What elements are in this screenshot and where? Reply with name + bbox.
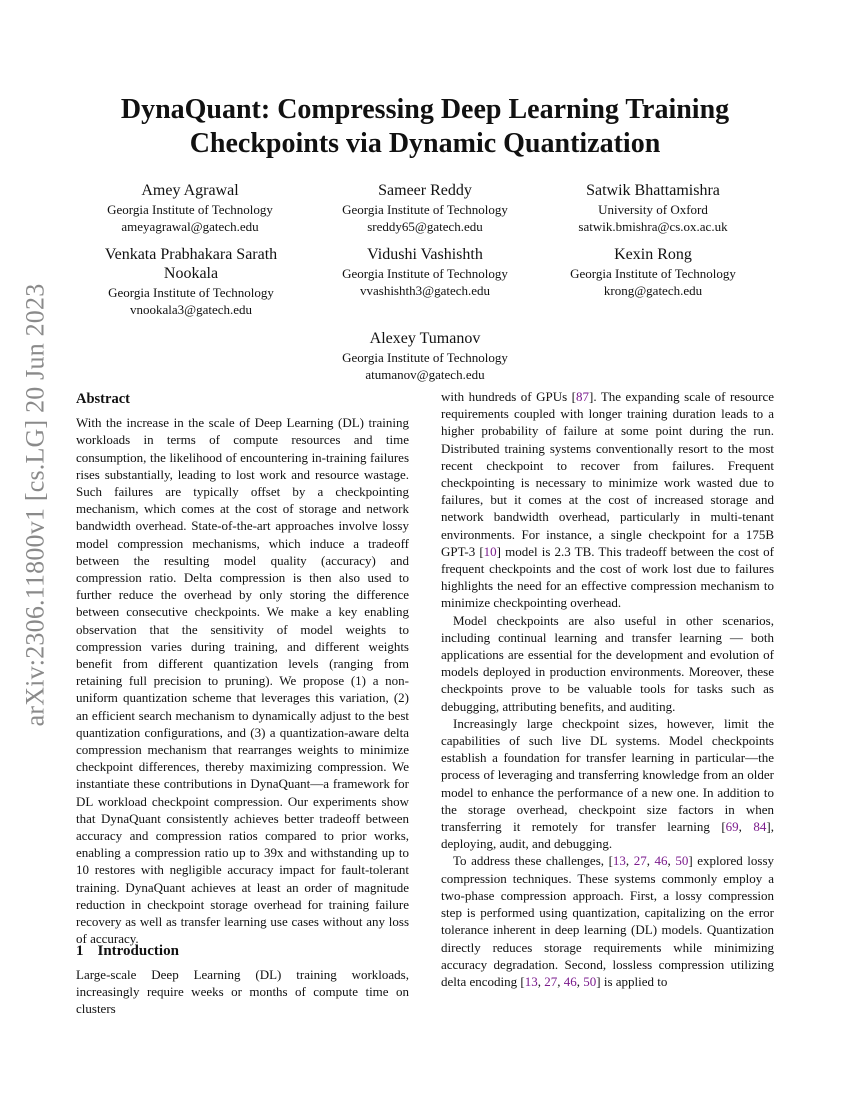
citation-link[interactable]: 69 (725, 819, 739, 835)
citation-link[interactable]: 46 (654, 853, 668, 869)
arxiv-identifier: arXiv:2306.11800v1 [cs.LG] 20 Jun 2023 (20, 283, 49, 727)
author-name: Amey Agrawal (141, 182, 239, 199)
citation-link[interactable]: 13 (524, 973, 538, 989)
author-email: vvashishth3@gatech.edu (359, 283, 491, 298)
author-affiliation: Georgia Institute of Technology (570, 266, 736, 281)
intro-paragraph-4: To address these challenges, [13, 27, 46, 50] explored lossy compression techniques. These systems commonly employ a two-phase compression approach. First, a lossy compression step is performed using quantization, capitalizing on the error tolerance inherent in deep learning (DL) models. Quantization directly reduces storage requirements while minimizing accuracy degradation. Second, lossless compression utilizing delta encoding [13, 27, 46, 50] is applied to (441, 853, 774, 989)
author-block (80, 181, 300, 235)
author-block (80, 245, 302, 318)
author-block (543, 181, 763, 235)
citation-link[interactable]: 46 (563, 973, 577, 989)
intro-paragraph-1-cont: with hundreds of GPUs [87]. The expanding scale of resource requirements coupled with longer training duration leads to a higher probability of failure at some point during the run. Distributed training systems conventionally resort to the most recent checkpoint to recover from failures. Frequent checkpointing is necessary to minimize work wasted due to failures, but it comes at the cost of increased storage and network bandwidth overhead, particularly in multi-tenant environments. For instance, a single checkpoint for a 175B GPT-3 [10] model is 2.3 TB. This tradeoff between the cost of frequent checkpoints and the cost of work lost due to failures highlights the need for an effective compression mechanism to minimize checkpointing overhead. (441, 389, 775, 611)
section-title: Introduction (97, 943, 179, 959)
citation-link[interactable]: 87 (575, 389, 589, 404)
author-block (315, 329, 535, 383)
right-column (441, 388, 774, 990)
author-block (315, 181, 535, 235)
intro-paragraph-3: Increasingly large checkpoint sizes, however, limit the capabilities of such live DL systems. Model checkpoints establish a foundation for transfer learning in particular—the process of leveraging and transferring knowledge from an older model to enhance the performance of a new one. In addition to the storage overhead, checkpoint size factors in when transferring it remotely for transfer learning [69, 84], deploying, audit, and debugging. (441, 715, 774, 852)
author-affiliation: Georgia Institute of Technology (342, 202, 508, 217)
abstract-heading: Abstract (76, 391, 130, 407)
citation-link[interactable]: 50 (675, 853, 689, 869)
title-line-1: DynaQuant: Compressing Deep Learning Training (120, 94, 730, 125)
section-heading-introduction (76, 943, 179, 960)
author-name: Venkata Prabhakara Sarath Nookala (104, 246, 278, 282)
author-affiliation: University of Oxford (598, 202, 708, 217)
author-name: Alexey Tumanov (369, 330, 481, 347)
author-affiliation: Georgia Institute of Technology (342, 266, 508, 281)
author-email: vnookala3@gatech.edu (129, 302, 253, 317)
citation-link[interactable]: 13 (612, 853, 626, 869)
author-email: sreddy65@gatech.edu (367, 219, 483, 234)
citation-link[interactable]: 84 (753, 819, 767, 835)
author-name: Satwik Bhattamishra (586, 182, 720, 199)
author-email: atumanov@gatech.edu (365, 367, 485, 382)
author-block (543, 245, 763, 299)
author-email: ameyagrawal@gatech.edu (121, 219, 259, 234)
paper-title (60, 93, 790, 161)
author-name: Sameer Reddy (378, 182, 472, 199)
left-column (76, 391, 409, 948)
section-number: 1 (76, 943, 84, 959)
intro-paragraph-1-start: Large-scale Deep Learning (DL) training workloads, increasingly require weeks or months of compute time on clusters (76, 967, 409, 1017)
author-name: Vidushi Vashishth (367, 246, 483, 263)
title-line-2: Checkpoints via Dynamic Quantization (189, 128, 661, 159)
left-column-intro (76, 966, 409, 1018)
author-affiliation: Georgia Institute of Technology (108, 285, 274, 300)
author-block (315, 245, 535, 299)
author-affiliation: Georgia Institute of Technology (342, 350, 508, 365)
abstract-text: With the increase in the scale of Deep Learning (DL) training workloads in terms of compute resources and time consumption, the likelihood of encountering in-training failures rises substantially, leading to lost work and resource wastage. Such failures are typically offset by a checkpointing mechanism, which comes at the cost of storage and network bandwidth overhead. State-of-the-art approaches involve lossy model compression mechanisms, which induce a tradeoff between the resulting model quality (accuracy) and compression ratio. Delta compression is then also used to further reduce the overhead by only storing the difference between consecutive checkpoints. We make a key enabling observation that the sensitivity of model weights to compression varies during training, and different weights benefit from different quantization levels (ranging from retaining full precision to pruning). We propose (1) a non-uniform quantization scheme that leverages this variation, (2) an efficient search mechanism to dynamically adjust to the best quantization configurations, and (3) a quantization-aware delta compression mechanism that rearranges weights to minimize checkpoint differences, thereby maximizing compression. We instantiate these contributions in DynaQuant—a framework for DL workload checkpoint compression. Our experiments show that DynaQuant consistently achieves better tradeoff between accuracy and compression ratios compared to prior works, enabling a compression ratio up to 39x and withstanding up to 10 restores with negligible accuracy impact for fault-tolerant training. DynaQuant achieves at least an order of magnitude reduction in checkpoint storage overhead for training failure recovery as well as transfer learning use cases without any loss of accuracy. (76, 415, 409, 947)
author-name: Kexin Rong (614, 246, 692, 263)
citation-link[interactable]: 10 (483, 543, 497, 559)
author-email: krong@gatech.edu (603, 283, 703, 298)
citation-link[interactable]: 50 (583, 973, 597, 989)
citation-link[interactable]: 27 (633, 853, 647, 869)
intro-paragraph-2: Model checkpoints are also useful in other scenarios, including continual learning and transfer learning — both applications are essential for the development and evolution of models deployed in production environments. Moreover, these checkpoints prove to be valuable tools for tasks such as debugging, attributing benefits, and auditing. (441, 612, 774, 714)
citation-link[interactable]: 27 (544, 973, 558, 989)
author-email: satwik.bmishra@cs.ox.ac.uk (578, 219, 728, 234)
author-affiliation: Georgia Institute of Technology (107, 202, 273, 217)
